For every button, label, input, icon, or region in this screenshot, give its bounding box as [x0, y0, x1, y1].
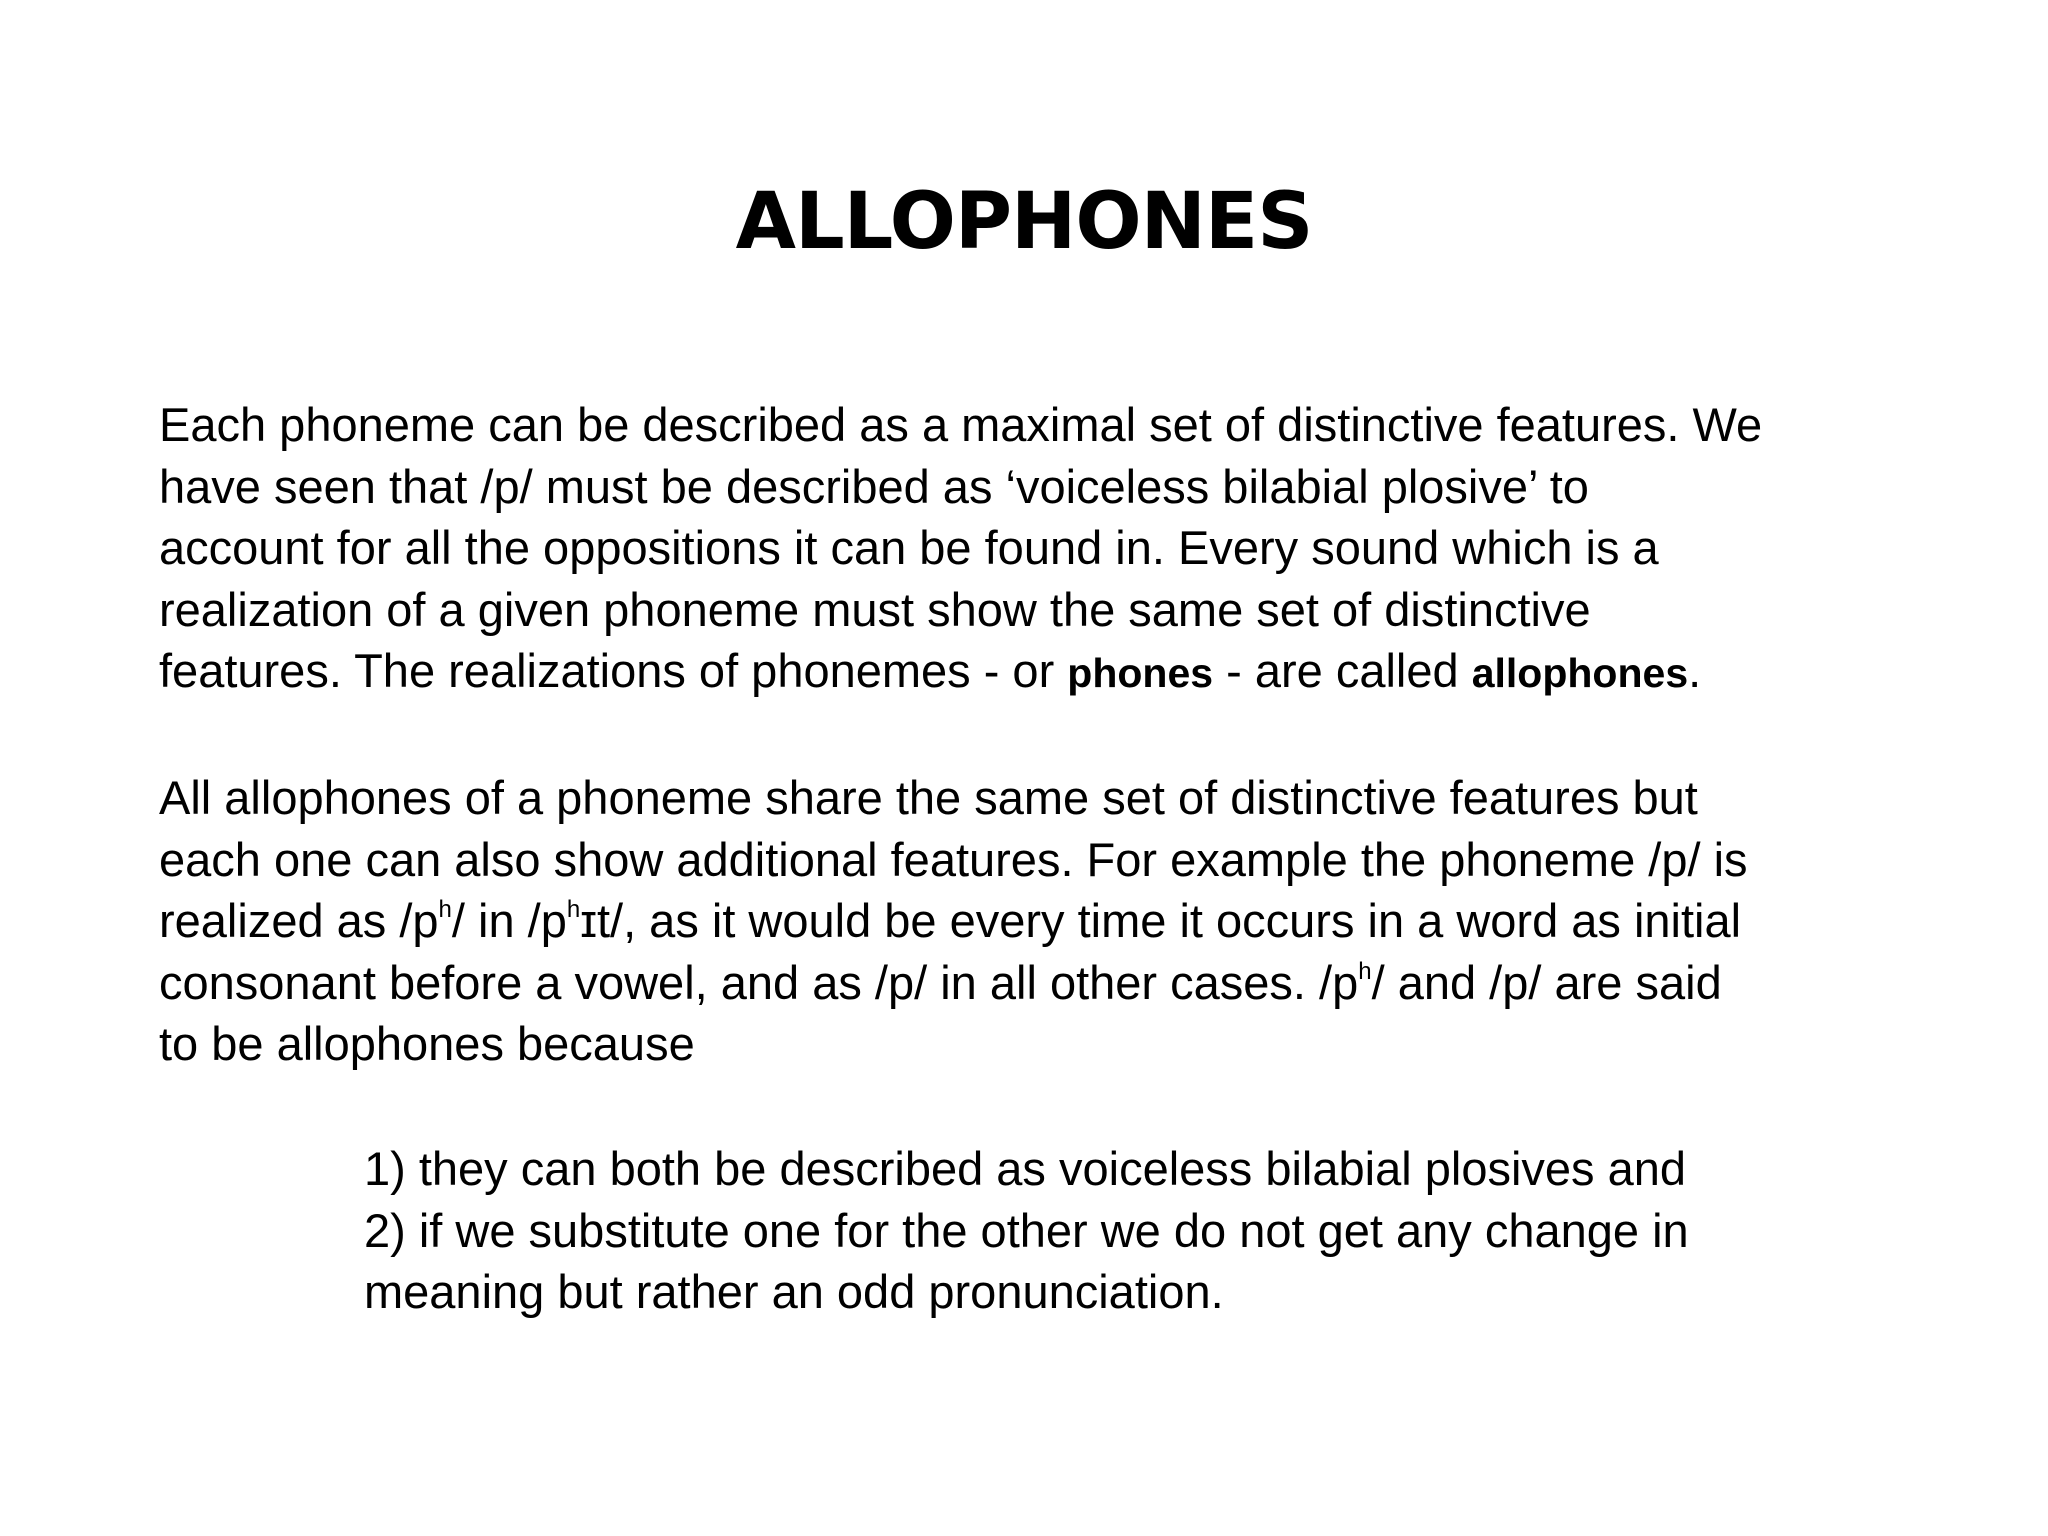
- aspiration-superscript: h: [438, 896, 452, 923]
- paragraph-line: Each phoneme can be described as a maximal set of distinctive features. We: [159, 398, 1763, 451]
- aspiration-superscript: h: [566, 896, 581, 923]
- paragraph-allophones: [159, 767, 1999, 1075]
- text-run: features. The realizations of phonemes - or: [159, 644, 1068, 697]
- slide-title: ALLOPHONES: [735, 177, 1313, 267]
- paragraph-line: [159, 640, 1999, 705]
- paragraph-line: [159, 952, 1999, 1014]
- list-item: 1) they can both be described as voiceless bilabial plosives and: [364, 1142, 1687, 1195]
- text-run: / and /p/ are said: [1371, 955, 1722, 1009]
- paragraph-line: each one can also show additional features. For example the phoneme /p/ is: [159, 832, 1748, 886]
- paragraph-line: to be allophones because: [159, 1017, 695, 1070]
- paragraph-line: have seen that /p/ must be described as ‘voiceless bilabial plosive’ to: [159, 459, 1589, 513]
- paragraph-line: realization of a given phoneme must show the same set of distinctive: [159, 582, 1591, 636]
- text-run: realized as /p: [159, 894, 439, 947]
- list-item: 2) if we substitute one for the other we do not get any change in: [364, 1203, 1689, 1257]
- paragraph-line: account for all the oppositions it can be found in. Every sound which is a: [159, 521, 1659, 574]
- paragraph-line: [159, 890, 1999, 952]
- term-phones: phones: [1067, 650, 1214, 696]
- term-allophones: allophones: [1471, 650, 1689, 696]
- list-item-continuation: meaning but rather an odd pronunciation.: [364, 1265, 1224, 1318]
- paragraph-phonemes: [159, 394, 1999, 705]
- text-run: ɪt/, as it would be every time it occurs in a word as initial: [580, 894, 1742, 947]
- text-run: - are called: [1213, 644, 1472, 697]
- aspiration-superscript: h: [1358, 957, 1372, 985]
- text-run: / in /p: [451, 894, 567, 947]
- text-run: .: [1688, 644, 1702, 697]
- reasons-list: [364, 1138, 2004, 1323]
- paragraph-line: All allophones of a phoneme share the same set of distinctive features but: [159, 771, 1698, 824]
- text-run: consonant before a vowel, and as /p/ in all other cases. /p: [159, 955, 1359, 1009]
